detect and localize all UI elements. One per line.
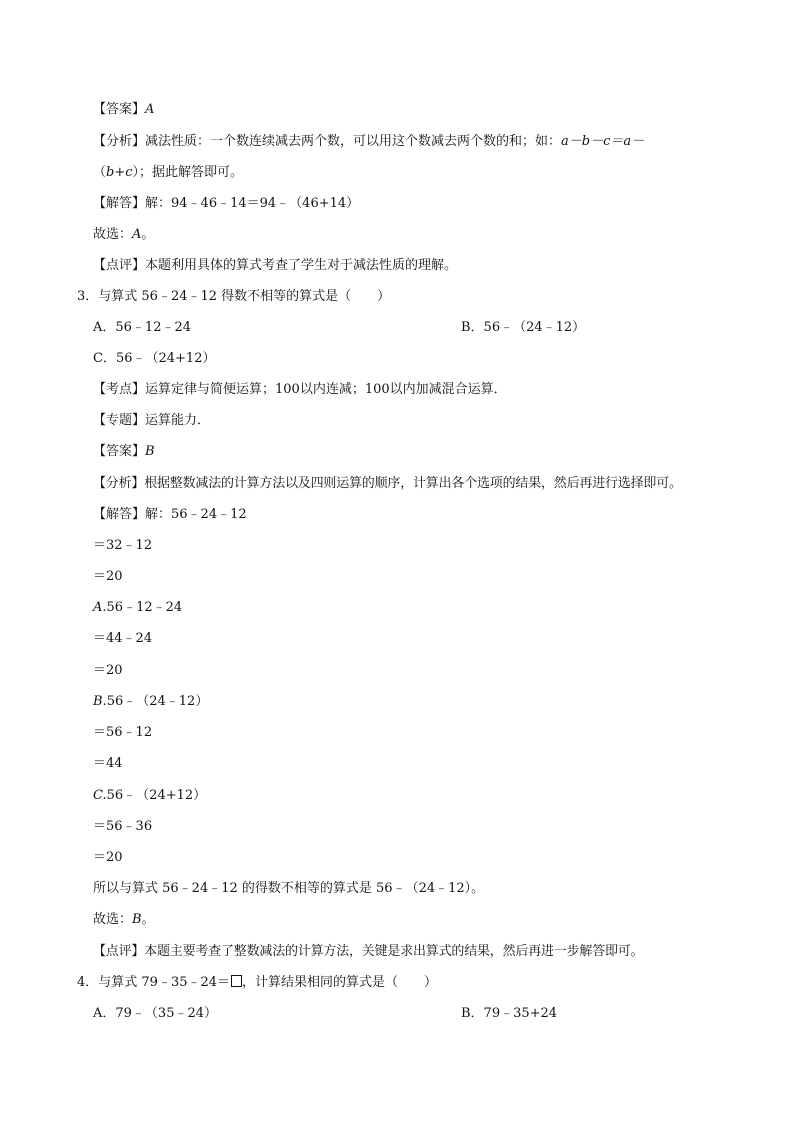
c-letter: C.: [93, 788, 107, 803]
choose-prefix: 故选：: [93, 227, 133, 242]
choose-suffix: 。: [141, 227, 155, 242]
q3-c-step-1: ＝56﹣36: [93, 819, 153, 834]
q3-answer-line: [93, 442, 155, 462]
b-letter: B.: [93, 694, 107, 709]
comment-text: 本题利用具体的算式考查了学生对于减法性质的理解。: [145, 258, 458, 273]
analysis-tag: 【分析】: [93, 134, 146, 149]
q4-options-row-1: [93, 1004, 558, 1024]
q3-b-step-2: ＝44: [93, 756, 123, 771]
q4-option-a: A．79﹣（35﹣24）: [93, 1006, 218, 1021]
q3-point-line: [93, 380, 507, 400]
choose-suffix: 。: [141, 912, 155, 927]
q4-option-b: B．79﹣35+24: [461, 1006, 558, 1021]
choose-letter: A: [132, 227, 142, 242]
q3-conclusion: 所以与算式 56﹣24﹣12 的得数不相等的算式是 56﹣（24﹣12）。: [93, 881, 485, 896]
solution-tag: 【解答】: [93, 507, 146, 522]
q4-question-part-2: ，计算结果相同的算式是（ ）: [242, 975, 438, 990]
analysis-text-2: ）；据此解答即可。: [132, 165, 244, 180]
q3-step-2: ＝20: [93, 569, 123, 584]
analysis-text: 减法性质：一个数连续减去两个数，可以用这个数减去两个数的和；如：: [145, 134, 562, 149]
q3-topic-line: [93, 411, 210, 431]
q3-comment-line: [93, 942, 643, 962]
solution-text: 解：56﹣24﹣12: [145, 507, 247, 522]
q3-step-1: ＝32﹣12: [93, 538, 153, 553]
point-text: 运算定律与简便运算；100以内连减；100以内加减混合运算．: [145, 382, 507, 397]
q3-option-b: B．56﹣（24﹣12）: [461, 320, 586, 335]
q3-option-c: C．56﹣（24+12）: [93, 351, 216, 366]
analysis-paren-open: （: [93, 165, 107, 180]
q3-question: 3．与算式 56﹣24﹣12 得数不相等的算式是（ ）: [77, 289, 391, 304]
c-expr: 56﹣（24+12）: [106, 788, 207, 803]
answer-value: A: [145, 102, 155, 117]
q4-question-part-1: 4．与算式 79﹣35﹣24＝: [77, 975, 231, 990]
q2-answer-line: [93, 100, 154, 120]
answer-tag: 【答案】: [93, 102, 146, 117]
comment-tag: 【点评】: [93, 258, 146, 273]
q2-analysis-line-2: [93, 163, 243, 183]
solution-text: 解：94﹣46﹣14＝94﹣（46+14）: [145, 196, 360, 211]
q3-option-a: A．56﹣12﹣24: [93, 320, 192, 335]
q2-choose-line: [93, 225, 154, 245]
analysis-tag: 【分析】: [93, 476, 145, 491]
blank-box-icon: [231, 975, 242, 987]
q3-b-step-1: ＝56﹣12: [93, 725, 153, 740]
q3-solution-line: [93, 505, 247, 525]
q2-comment-line: [93, 256, 457, 276]
b-expr: 56﹣（24﹣12）: [106, 694, 209, 709]
q3-c-expr-line: [93, 786, 206, 806]
point-tag: 【考点】: [93, 382, 146, 397]
topic-tag: 【专题】: [93, 413, 146, 428]
a-expr: 56﹣12﹣24: [106, 600, 183, 615]
q2-solution-line: [93, 194, 359, 214]
analysis-text: 根据整数减法的计算方法以及四则运算的顺序，计算出各个选项的结果，然后再进行选择即可。: [144, 476, 682, 491]
q3-b-expr-line: [93, 692, 208, 712]
q2-analysis-line-1: [93, 132, 644, 152]
answer-value: B: [145, 444, 155, 459]
choose-letter: B: [132, 912, 142, 927]
q3-choose-line: [93, 910, 155, 930]
q3-a-step-2: ＝20: [93, 663, 123, 678]
analysis-formula-2: b+c: [106, 165, 133, 180]
q3-c-step-2: ＝20: [93, 850, 123, 865]
q3-a-step-1: ＝44﹣24: [93, 631, 153, 646]
q3-analysis-line: [93, 474, 682, 494]
answer-tag: 【答案】: [93, 444, 146, 459]
a-letter: A.: [93, 600, 107, 615]
topic-text: 运算能力．: [145, 413, 211, 428]
comment-text: 本题主要考查了整数减法的计算方法，关键是求出算式的结果，然后再进一步解答即可。: [144, 944, 644, 959]
solution-tag: 【解答】: [93, 196, 146, 211]
analysis-formula: a－b－c＝a－: [561, 134, 645, 149]
choose-prefix: 故选：: [93, 912, 133, 927]
comment-tag: 【点评】: [93, 944, 145, 959]
q3-options-row-1: [93, 318, 586, 338]
q4-question: [77, 973, 437, 993]
q3-a-expr-line: [93, 598, 182, 618]
